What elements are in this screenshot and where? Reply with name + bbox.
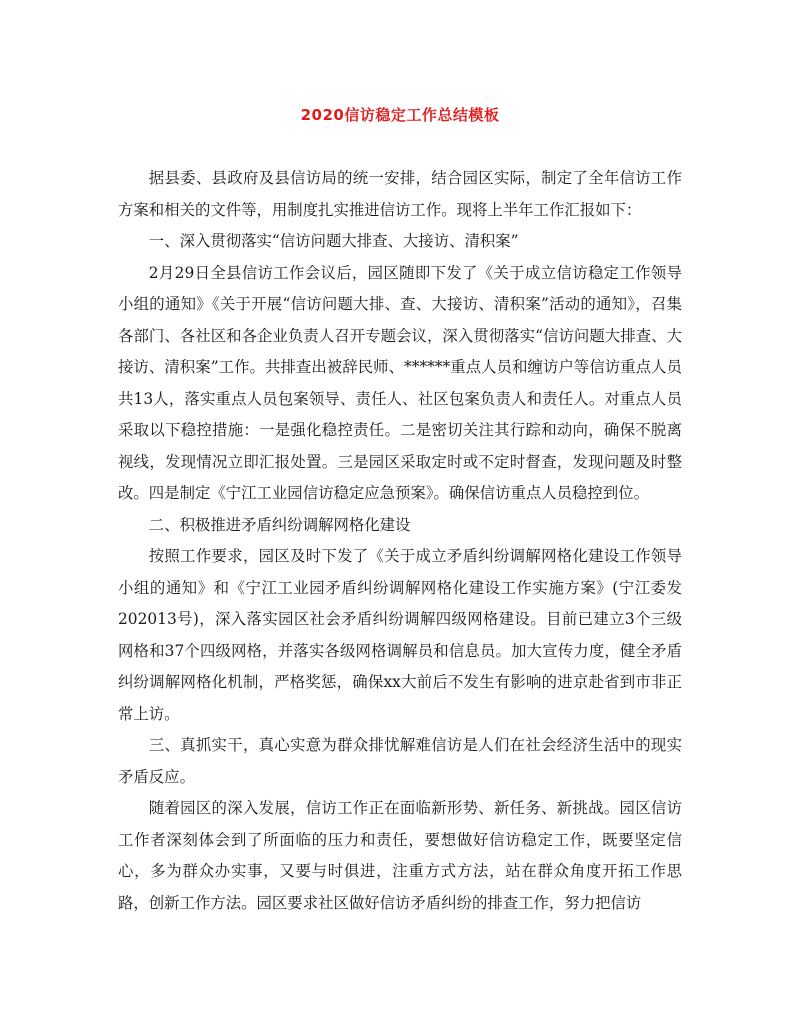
section-heading-1: 一、深入贯彻落实“信访问题大排查、大接访、清积案”	[148, 232, 519, 250]
document-title: 2020信访稳定工作总结模板	[300, 106, 500, 124]
section-heading-3: 三、真抓实干，真心实意为群众排忧解难信访是人们在社会经济生活中的现实矛盾反应。	[118, 736, 682, 786]
document-body	[118, 163, 682, 919]
paragraph-section-1: 2月29日全县信访工作会议后，园区随即下发了《关于成立信访稳定工作领导小组的通知》《关于开展“信访问题大排、查、大接访、清积案”活动的通知》，召集各部门、各社区和各企业负责人召开专题会议，深入贯彻落实“信访问题大排查、大接访、清积案”工作。共排查出被辞民师、******重点人员和缠访户等信访重点人员共13人，落实重点人员包案领导、责任人、社区包案负责人和责任人。对重点人员采取以下稳控措施：一是强化稳控责任。二是密切关注其行踪和动向，确保不脱离视线，发现情况立即汇报处置。三是园区采取定时或不定时督查，发现问题及时整改。四是制定《宁江工业园信访稳定应急预案》。确保信访重点人员稳控到位。	[118, 263, 682, 502]
paragraph-section-3: 随着园区的深入发展，信访工作正在面临新形势、新任务、新挑战。园区信访工作者深刻体会到了所面临的压力和责任，要想做好信访稳定工作，既要坚定信心，多为群众办实事，又要与时俱进，注重方式方法，站在群众角度开拓工作思路，创新工作方法。园区要求社区做好信访矛盾纠纷的排查工作，努力把信访	[118, 799, 682, 912]
section-heading-2: 二、积极推进矛盾纠纷调解网格化建设	[148, 515, 411, 534]
paragraph-intro: 据县委、县政府及县信访局的统一安排，结合园区实际，制定了全年信访工作方案和相关的文件等，用制度扎实推进信访工作。现将上半年工作汇报如下：	[118, 169, 682, 219]
paragraph-section-2: 按照工作要求，园区及时下发了《关于成立矛盾纠纷调解网格化建设工作领导小组的通知》和《宁江工业园矛盾纠纷调解网格化建设工作实施方案》(宁江委发202013号)，深入落实园区社会矛盾纠纷调解四级网格建设。目前已建立3个三级网格和37个四级网格，并落实各级网格调解员和信息员。加大宣传力度，健全矛盾纠纷调解网格化机制，严格奖惩，确保xx大前后不发生有影响的进京赴省到市非正常上访。	[118, 547, 682, 723]
